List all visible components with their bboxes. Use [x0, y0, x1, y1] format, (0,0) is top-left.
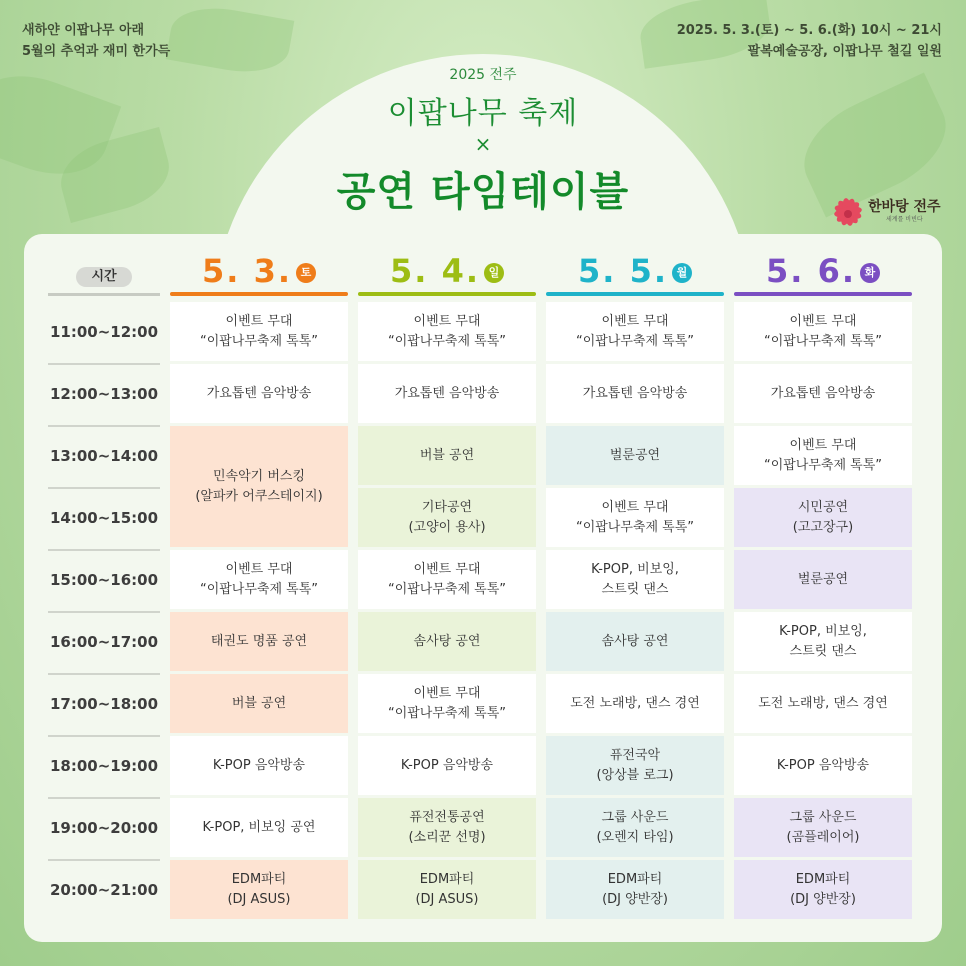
time-slot-divider [48, 363, 160, 365]
page-title: 공연 타임테이블 [336, 169, 630, 215]
schedule-cell [358, 798, 536, 857]
day-header-underline [170, 292, 348, 296]
performance-text: 그룹 사운드 [789, 809, 857, 825]
performance-text: 이벤트 무대 [225, 313, 293, 329]
performance-text: “이팝나무축제 톡톡” [387, 333, 507, 349]
schedule-cell [734, 860, 912, 919]
schedule-cell [734, 550, 912, 609]
festival-subtitle: 2025 전주 [449, 67, 517, 83]
performance-text: 태권도 명품 공연 [210, 633, 308, 649]
performance-text: (소리꾼 선명) [408, 829, 486, 845]
schedule-cell [546, 860, 724, 919]
day-date: 5. 3. [202, 252, 292, 290]
performance-text: 버블 공연 [419, 447, 475, 463]
time-slot-label: 18:00~19:00 [49, 757, 159, 775]
performance-text: EDM파티 [795, 871, 851, 887]
performance-text: 벌룬공연 [609, 447, 661, 463]
time-slot-label: 19:00~20:00 [49, 819, 159, 837]
performance-text: (앙상블 로그) [596, 767, 674, 783]
performance-text: 이벤트 무대 [601, 313, 669, 329]
schedule-cell [358, 736, 536, 795]
day-of-week-badge: 일 [484, 263, 504, 283]
performance-text: 스트릿 댄스 [789, 643, 857, 659]
day-header [546, 252, 724, 290]
time-slot-label: 14:00~15:00 [49, 509, 159, 527]
time-column-header: 시간 [76, 267, 132, 287]
performance-text: 가요톱텐 음악방송 [206, 385, 312, 401]
performance-text: (DJ ASUS) [415, 891, 479, 907]
performance-text: 이벤트 무대 [413, 685, 481, 701]
schedule-cell [170, 426, 348, 547]
time-slot-label: 12:00~13:00 [49, 385, 159, 403]
logo-text: 한바탕 전주 [868, 199, 941, 215]
schedule-cell [546, 488, 724, 547]
day-of-week-badge: 화 [860, 263, 880, 283]
performance-text: “이팝나무축제 톡톡” [199, 581, 319, 597]
performance-text: K-POP, 비보잉, [779, 623, 867, 639]
schedule-cell [734, 488, 912, 547]
performance-text: EDM파티 [231, 871, 287, 887]
flower-icon [826, 192, 870, 228]
schedule-cell [546, 798, 724, 857]
time-slot-divider [48, 611, 160, 613]
performance-text: EDM파티 [419, 871, 475, 887]
schedule-cell [546, 302, 724, 361]
schedule-cell [734, 674, 912, 733]
schedule-cell [170, 674, 348, 733]
performance-text: “이팝나무축제 톡톡” [575, 519, 695, 535]
performance-text: 그룹 사운드 [601, 809, 669, 825]
performance-text: (고고장구) [792, 519, 854, 535]
performance-text: 시민공연 [797, 499, 849, 515]
day-of-week-badge: 토 [296, 263, 316, 283]
performance-text: 버블 공연 [231, 695, 287, 711]
schedule-cell [170, 364, 348, 423]
city-logo [826, 192, 946, 232]
performance-text: 퓨전국악 [609, 747, 661, 763]
performance-text: 벌룬공연 [797, 571, 849, 587]
performance-text: 이벤트 무대 [413, 313, 481, 329]
performance-text: (DJ 양반장) [790, 891, 856, 907]
schedule-cell [358, 550, 536, 609]
tagline-line: 새하얀 이팝나무 아래 [22, 23, 145, 38]
logo-subtext: 세계를 비빈다 [886, 216, 923, 223]
performance-text: “이팝나무축제 톡톡” [387, 705, 507, 721]
performance-text: EDM파티 [607, 871, 663, 887]
schedule-cell [546, 550, 724, 609]
performance-text: 가요톱텐 음악방송 [770, 385, 876, 401]
schedule-cell [170, 798, 348, 857]
schedule-cell [170, 550, 348, 609]
performance-text: “이팝나무축제 톡톡” [575, 333, 695, 349]
performance-text: “이팝나무축제 톡톡” [199, 333, 319, 349]
performance-text: 이벤트 무대 [601, 499, 669, 515]
performance-text: (알파카 어쿠스테이지) [195, 488, 323, 504]
schedule-cell [734, 302, 912, 361]
day-header [170, 252, 348, 290]
performance-text: (DJ ASUS) [227, 891, 291, 907]
schedule-cell [734, 798, 912, 857]
schedule-cell [734, 426, 912, 485]
time-slot-divider [48, 673, 160, 675]
performance-text: 도전 노래방, 댄스 경연 [570, 695, 700, 711]
time-slot-divider [48, 797, 160, 799]
performance-text: 민속악기 버스킹 [212, 468, 306, 484]
day-date: 5. 5. [578, 252, 668, 290]
performance-text: K-POP 음악방송 [400, 757, 494, 773]
performance-text: 솜사탕 공연 [413, 633, 481, 649]
event-dates: 2025. 5. 3.(토) ~ 5. 6.(화) 10시 ~ 21시 [676, 23, 942, 38]
schedule-cell [358, 364, 536, 423]
event-info [677, 20, 942, 62]
time-slot-divider [48, 859, 160, 861]
performance-text: (오렌지 타임) [596, 829, 674, 845]
festival-name: 이팝나무 축제 [387, 96, 579, 131]
time-slot-divider [48, 549, 160, 551]
time-slot-label: 13:00~14:00 [49, 447, 159, 465]
schedule-cell [358, 612, 536, 671]
performance-text: K-POP 음악방송 [776, 757, 870, 773]
times-symbol: × [474, 132, 492, 156]
event-venue: 팔복예술공장, 이팝나무 철길 일원 [747, 44, 942, 59]
performance-text: “이팝나무축제 톡톡” [763, 457, 883, 473]
performance-text: 이벤트 무대 [413, 561, 481, 577]
performance-text: 가요톱텐 음악방송 [582, 385, 688, 401]
schedule-cell [734, 736, 912, 795]
day-header [358, 252, 536, 290]
time-slot-divider [48, 487, 160, 489]
performance-text: 이벤트 무대 [225, 561, 293, 577]
schedule-cell [734, 612, 912, 671]
day-header [734, 252, 912, 290]
schedule-cell [358, 860, 536, 919]
performance-text: “이팝나무축제 톡톡” [763, 333, 883, 349]
performance-text: (DJ 양반장) [602, 891, 668, 907]
performance-text: K-POP, 비보잉, [591, 561, 679, 577]
time-slot-label: 15:00~16:00 [49, 571, 159, 589]
performance-text: 이벤트 무대 [789, 437, 857, 453]
schedule-cell [546, 612, 724, 671]
day-date: 5. 4. [390, 252, 480, 290]
time-slot-divider [48, 425, 160, 427]
time-slot-label: 20:00~21:00 [49, 881, 159, 899]
time-slot-label: 16:00~17:00 [49, 633, 159, 651]
day-header-underline [734, 292, 912, 296]
schedule-cell [358, 302, 536, 361]
schedule-cell [358, 426, 536, 485]
day-date: 5. 6. [766, 252, 856, 290]
schedule-cell [358, 674, 536, 733]
performance-text: 도전 노래방, 댄스 경연 [758, 695, 888, 711]
time-slot-label: 17:00~18:00 [49, 695, 159, 713]
schedule-cell [170, 736, 348, 795]
day-header-underline [546, 292, 724, 296]
schedule-cell [734, 364, 912, 423]
tagline-line: 5월의 추억과 재미 한가득 [22, 44, 171, 59]
performance-text: 스트릿 댄스 [601, 581, 669, 597]
schedule-cell [170, 302, 348, 361]
time-slot-divider [48, 735, 160, 737]
performance-text: 솜사탕 공연 [601, 633, 669, 649]
time-slot-label: 11:00~12:00 [49, 323, 159, 341]
schedule-cell [546, 426, 724, 485]
performance-text: “이팝나무축제 톡톡” [387, 581, 507, 597]
performance-text: 퓨전전통공연 [409, 809, 485, 825]
schedule-cell [358, 488, 536, 547]
day-header-underline [358, 292, 536, 296]
schedule-cell [546, 736, 724, 795]
schedule-cell [546, 364, 724, 423]
schedule-cell [170, 612, 348, 671]
performance-text: 이벤트 무대 [789, 313, 857, 329]
performance-text: K-POP 음악방송 [212, 757, 306, 773]
performance-text: (고양이 용사) [408, 519, 486, 535]
performance-text: 가요톱텐 음악방송 [394, 385, 500, 401]
schedule-cell [170, 860, 348, 919]
performance-text: K-POP, 비보잉 공연 [202, 819, 316, 835]
performance-text: 기타공연 [421, 499, 473, 515]
performance-text: (곰플레이어) [786, 829, 860, 845]
day-of-week-badge: 월 [672, 263, 692, 283]
schedule-cell [546, 674, 724, 733]
tagline [22, 20, 170, 62]
time-header-underline [48, 293, 160, 296]
